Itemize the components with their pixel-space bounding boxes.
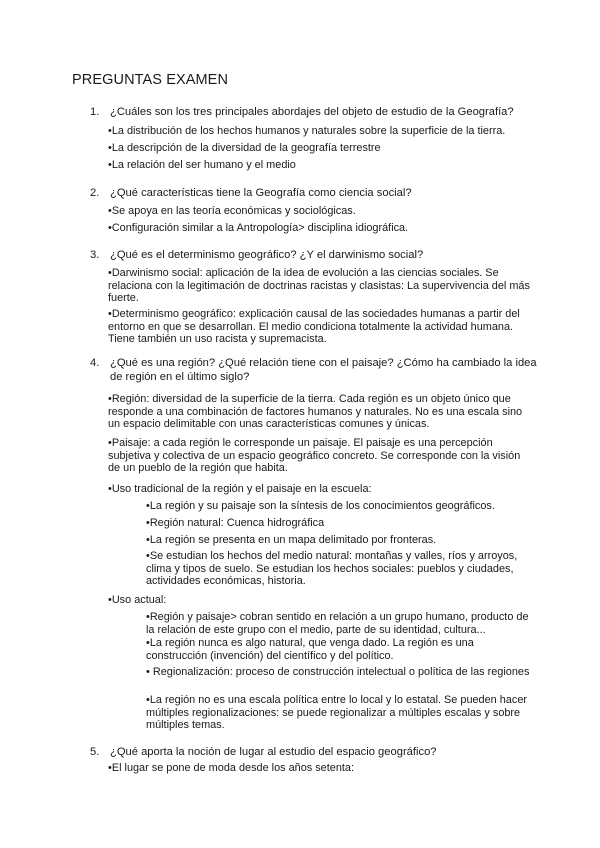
bullet: •La relación del ser humano y el medio — [108, 159, 296, 171]
sub-bullet: •La región no es una escala política entre lo local y lo estatal. Se pueden hacer múltiples regionalizaciones: se puede regionalizar a múltiples escalas y sobre múltiples temas. — [146, 694, 527, 732]
bullet: •Configuración similar a la Antropología> disciplina idiográfica. — [108, 222, 409, 234]
question-text: ¿Qué aporta la noción de lugar al estudio del espacio geográfico? — [110, 746, 437, 758]
sub-bullet: •Región natural: Cuenca hidrográfica — [146, 517, 325, 529]
question-number: 1. — [90, 106, 100, 118]
bullet: •Se apoya en las teoría económicas y sociológicas. — [108, 205, 356, 217]
bullet: •Darwinismo social: aplicación de la idea de evolución a las ciencias sociales. Se relaciona con la legitimación de doctrinas racistas y clasistas: La supervivencia del más fuerte. — [108, 267, 530, 305]
question-text: ¿Qué es el determinismo geográfico? ¿Y el darwinismo social? — [110, 249, 424, 261]
page-title: PREGUNTAS EXAMEN — [72, 72, 229, 88]
bullet: •El lugar se pone de moda desde los años setenta: — [108, 762, 354, 774]
bullet: •Región: diversidad de la superficie de la tierra. Cada región es un objeto único que responde a una combinación de factores humanos y naturales. No es una escala sino un espacio delimitable con unas características comunes y únicas. — [108, 393, 523, 431]
bullet: •Uso actual: — [108, 594, 167, 606]
question-text: ¿Qué es una región? ¿Qué relación tiene con el paisaje? ¿Cómo ha cambiado la idea de región en el último siglo? — [110, 357, 537, 383]
bullet: •La descripción de la diversidad de la geografía terrestre — [108, 142, 381, 154]
question-2 — [90, 186, 540, 200]
sub-bullet: • Regionalización: proceso de construcción intelectual o política de las regiones — [146, 666, 530, 678]
question-text: ¿Qué características tiene la Geografía como ciencia social? — [110, 187, 412, 199]
sub-bullet: •Región y paisaje> cobran sentido en relación a un grupo humano, producto de la relación de este grupo con el medio, parte de su identidad, cultura... — [146, 611, 529, 636]
question-number: 2. — [90, 187, 100, 199]
sub-bullet: •La región y su paisaje son la síntesis de los conocimientos geográficos. — [146, 500, 495, 512]
question-3 — [90, 248, 540, 262]
question-4 — [90, 356, 540, 384]
question-number: 4. — [90, 357, 100, 369]
sub-bullet: •La región nunca es algo natural, que venga dado. La región es una construcción (invención) del científico y del político. — [146, 637, 474, 662]
bullet: •Uso tradicional de la región y el paisaje en la escuela: — [108, 483, 372, 495]
question-text: ¿Cuáles son los tres principales abordajes del objeto de estudio de la Geografía? — [110, 106, 514, 118]
bullet: •Paisaje: a cada región le corresponde un paisaje. El paisaje es una percepción subjetiva y colectiva de un espacio geográfico concreto. Se corresponde con la visión de un pueblo de la región que habita. — [108, 437, 521, 475]
question-number: 5. — [90, 746, 100, 758]
sub-bullet: •La región se presenta en un mapa delimitado por fronteras. — [146, 534, 437, 546]
question-1 — [90, 105, 540, 119]
bullet: •Determinismo geográfico: explicación causal de las sociedades humanas a partir del entorno en que se desarrollan. El medio condiciona totalmente la actividad humana. Tiene también un uso racista y supremacista. — [108, 308, 520, 346]
question-number: 3. — [90, 249, 100, 261]
bullet: •La distribución de los hechos humanos y naturales sobre la superficie de la tierra. — [108, 125, 506, 137]
sub-bullet: •Se estudian los hechos del medio natural: montañas y valles, ríos y arroyos, clima y tipos de suelo. Se estudian los hechos sociales: pueblos y ciudades, actividades económicas, historia. — [146, 550, 518, 588]
question-5 — [90, 745, 540, 759]
